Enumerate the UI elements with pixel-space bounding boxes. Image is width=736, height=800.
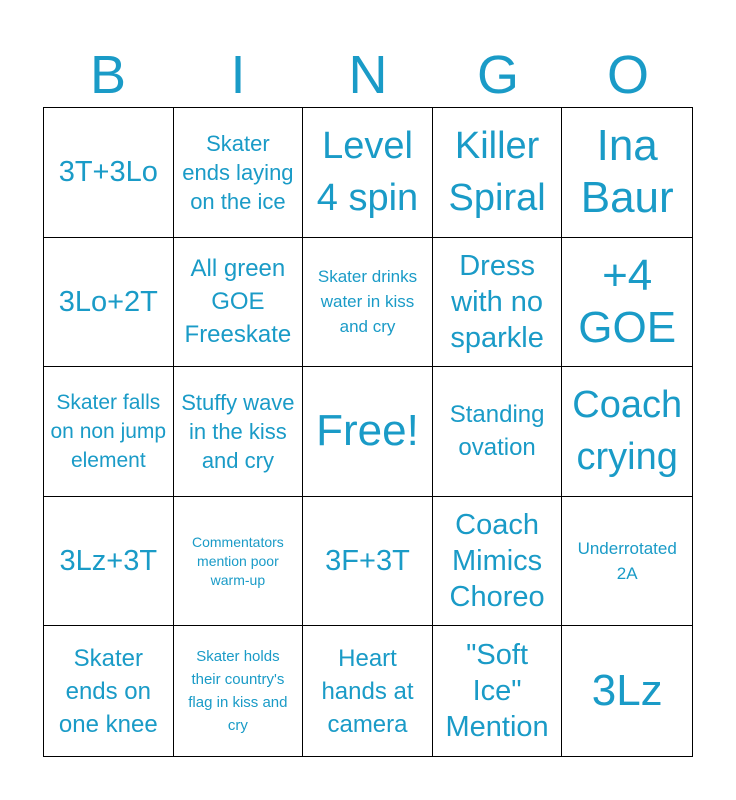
- cell-text: All green GOE Freeskate: [184, 255, 292, 349]
- free-space-cell[interactable]: [303, 367, 433, 497]
- bingo-cell[interactable]: [562, 497, 692, 627]
- cell-text: 3Lz+3T: [59, 545, 158, 578]
- bingo-cell[interactable]: [303, 497, 433, 627]
- cell-text: Free!: [316, 406, 419, 456]
- cell-text: Underrotated 2A: [577, 539, 677, 584]
- bingo-cell[interactable]: [433, 108, 563, 238]
- cell-text: "Soft Ice" Mention: [445, 639, 549, 744]
- cell-text: Skater ends on one knee: [58, 644, 158, 738]
- cell-text: Coach crying: [572, 384, 683, 479]
- bingo-cell[interactable]: [174, 238, 304, 368]
- cell-text: Standing ovation: [449, 401, 545, 462]
- cell-text: Skater drinks water in kiss and cry: [317, 267, 418, 337]
- bingo-cell[interactable]: [174, 367, 304, 497]
- cell-text: 3Lo+2T: [58, 285, 158, 318]
- cell-text: Level 4 spin: [316, 125, 419, 220]
- header-letter-n: N: [348, 45, 388, 105]
- header-letter-o: O: [606, 45, 649, 105]
- cell-text: Dress with no sparkle: [450, 249, 544, 354]
- bingo-board: [43, 107, 693, 757]
- cell-text: 3T+3Lo: [58, 156, 158, 189]
- bingo-cell[interactable]: [303, 108, 433, 238]
- bingo-cell[interactable]: [433, 626, 563, 756]
- bingo-cell[interactable]: [174, 497, 304, 627]
- bingo-cell[interactable]: [562, 108, 692, 238]
- cell-text: 3Lz: [591, 666, 663, 716]
- bingo-cell[interactable]: [303, 626, 433, 756]
- cell-text: Stuffy wave in the kiss and cry: [181, 389, 295, 473]
- bingo-header: [43, 44, 693, 106]
- bingo-cell[interactable]: [44, 626, 174, 756]
- bingo-cell[interactable]: [303, 238, 433, 368]
- cell-text: Coach Mimics Choreo: [449, 509, 545, 614]
- bingo-cell[interactable]: [174, 626, 304, 756]
- cell-text: Skater holds their country's flag in kiss and cry: [188, 648, 288, 735]
- header-letter-b: B: [89, 45, 127, 105]
- bingo-cell[interactable]: [562, 238, 692, 368]
- bingo-cell[interactable]: [174, 108, 304, 238]
- header-letter-g: G: [476, 45, 519, 105]
- bingo-cell[interactable]: [433, 238, 563, 368]
- cell-text: Heart hands at camera: [321, 644, 414, 738]
- cell-text: +4 GOE: [578, 250, 677, 352]
- cell-text: Killer Spiral: [448, 125, 546, 220]
- cell-text: Commentators mention poor warm-up: [191, 533, 284, 588]
- bingo-cell[interactable]: [44, 367, 174, 497]
- cell-text: Ina Baur: [580, 121, 674, 223]
- bingo-cell[interactable]: [44, 238, 174, 368]
- cell-text: Skater ends laying on the ice: [182, 130, 294, 214]
- bingo-cell[interactable]: [562, 367, 692, 497]
- bingo-cell[interactable]: [44, 108, 174, 238]
- bingo-cell[interactable]: [433, 497, 563, 627]
- bingo-cell[interactable]: [44, 497, 174, 627]
- cell-text: Skater falls on non jump element: [50, 390, 167, 472]
- bingo-cell[interactable]: [433, 367, 563, 497]
- header-letter-i: I: [230, 45, 246, 105]
- bingo-cell[interactable]: [562, 626, 692, 756]
- cell-text: 3F+3T: [325, 545, 410, 578]
